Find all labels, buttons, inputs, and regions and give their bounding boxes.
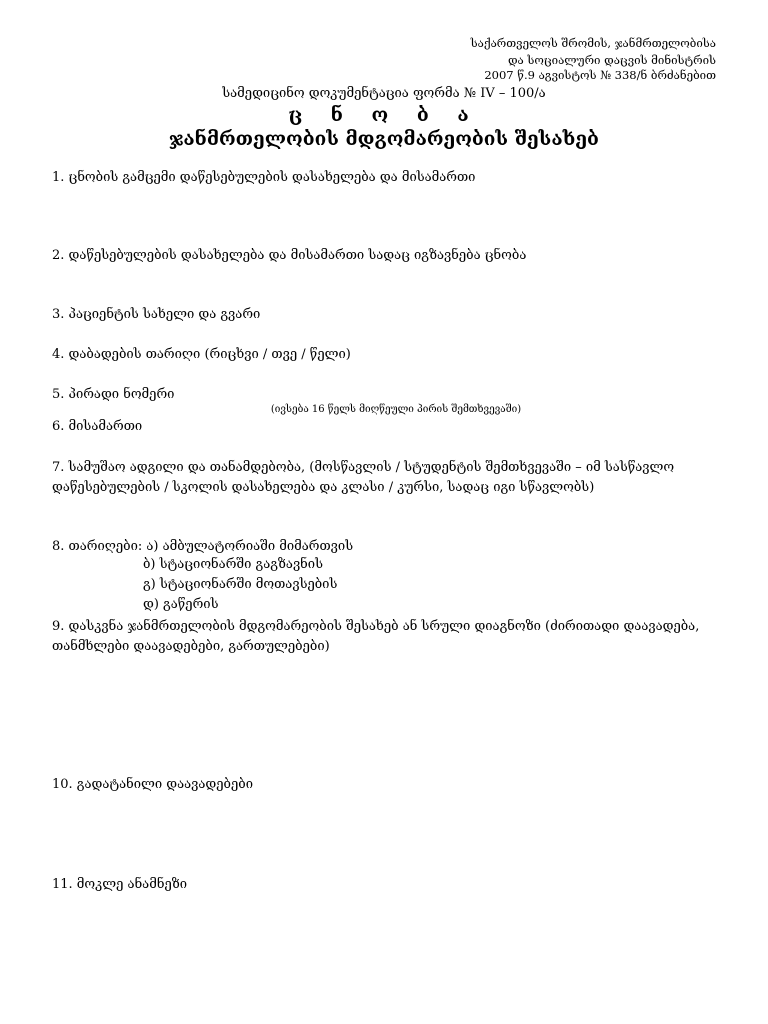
document-title: ც ნ ო ბ ა <box>288 104 480 126</box>
header-ministry-line-1: საქართველოს შრომის, ჯანმრთელობისა <box>470 36 716 50</box>
form-number: სამედიცინო დოკუმენტაცია ფორმა № IV – 100/ა <box>222 86 546 101</box>
item-past-diseases: 10. გადატანილი დაავადებები <box>52 777 253 792</box>
personal-number-note: (ივსება 16 წელს მიღწეული პირის შემთხვევაში) <box>270 404 522 415</box>
item-brief-anamnesis: 11. მოკლე ანამნეზი <box>52 877 188 892</box>
item-personal-number: 5. პირადი ნომერი <box>52 387 175 402</box>
date-hospital-referral: ბ) სტაციონარში გაგზავნის <box>143 557 323 572</box>
date-hospital-admission: გ) სტაციონარში მოთავსების <box>143 577 338 592</box>
item-dates: 8. თარიღები: ა) ამბულატორიაში მიმართვის <box>52 539 354 554</box>
item-diagnosis-line-2: თანმხლები დაავადებები, გართულებები) <box>52 639 330 654</box>
header-order-line: 2007 წ.9 აგვისტოს № 338/ნ ბრძანებით <box>484 68 716 82</box>
item-workplace-line-2: დაწესებულების / სკოლის დასახელება და კლასი / კურსი, სადაც იგი სწავლობს) <box>52 480 595 495</box>
item-workplace-line-1: 7. სამუშაო ადგილი და თანამდებობა, (მოსწავლის / სტუდენტის შემთხვევაში – იმ სასწავლო <box>52 460 675 475</box>
item-address: 6. მისამართი <box>52 419 143 434</box>
date-discharge: დ) გაწერის <box>143 597 219 612</box>
header-ministry-line-2: და სოციალური დაცვის მინისტრის <box>507 53 716 67</box>
item-diagnosis-line-1: 9. დასკვნა ჯანმრთელობის მდგომარეობის შესახებ ან სრული დიაგნოზი (ძირითადი დაავადება, <box>52 619 700 634</box>
item-issuing-institution: 1. ცნობის გამცემი დაწესებულების დასახელება და მისამართი <box>52 170 476 185</box>
item-patient-name: 3. პაციენტის სახელი და გვარი <box>52 307 261 322</box>
item-birth-date: 4. დაბადების თარიღი (რიცხვი / თვე / წელი) <box>52 347 351 362</box>
item-destination-institution: 2. დაწესებულების დასახელება და მისამართი სადაც იგზავნება ცნობა <box>52 248 527 263</box>
document-subtitle: ჯანმრთელობის მდგომარეობის შესახებ <box>169 128 599 150</box>
